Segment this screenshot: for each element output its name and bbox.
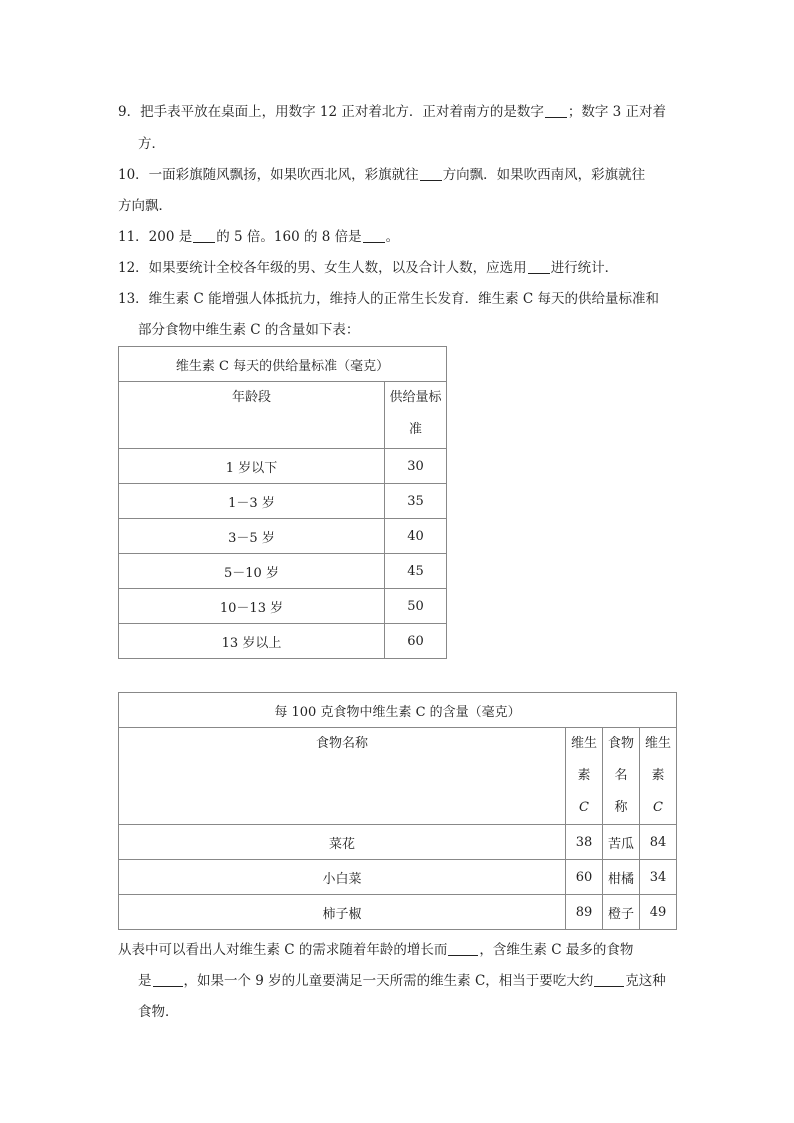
table1-value-cell: 35 (385, 484, 447, 519)
table1-age-cell: 3－5 岁 (119, 519, 385, 554)
table-row (119, 895, 677, 930)
table1-age-cell: 5－10 岁 (119, 554, 385, 589)
question-10-line-1 (118, 165, 645, 185)
q9-answer-blank-1[interactable] (545, 103, 567, 118)
q10-text-3: 方向飘． (118, 198, 172, 214)
table1-value-cell: 60 (385, 624, 447, 659)
q10-answer-blank-1[interactable] (420, 166, 442, 181)
table1-age-cell: 10－13 岁 (119, 589, 385, 624)
table1-value-cell: 45 (385, 554, 447, 589)
table1-value-cell: 30 (385, 449, 447, 484)
table2-food2-cell: 橙子 (603, 895, 640, 930)
table2-header-vc (566, 728, 603, 825)
q11-text-2: 的 5 倍。160 的 8 倍是 (216, 229, 362, 245)
conclusion-answer-blank-3[interactable] (594, 972, 624, 987)
question-13-line-2 (138, 320, 359, 340)
table1-value-cell: 50 (385, 589, 447, 624)
q12-text-1: 12．如果要统计全校各年级的男、女生人数，以及合计人数，应选用 (118, 260, 527, 276)
table2-header-vc-line3: C (579, 800, 589, 815)
q10-text-2: 方向飘．如果吹西南风，彩旗就往 (442, 167, 646, 183)
question-9-line-1 (118, 102, 666, 122)
table1-header-standard-line1: 供给量标 (389, 390, 442, 405)
conclusion-text-6: 食物． (138, 1004, 179, 1020)
table-row (119, 589, 447, 624)
conclusion-text-5: 克这种 (625, 973, 666, 989)
conclusion-answer-blank-1[interactable] (448, 941, 478, 956)
question-12 (118, 258, 618, 278)
table1-value-cell: 40 (385, 519, 447, 554)
table2-vc-cell: 38 (566, 825, 603, 860)
table2-caption: 每 100 克食物中维生素 C 的含量（毫克） (119, 693, 677, 728)
conclusion-text-4: ，如果一个 9 岁的儿童要满足一天所需的维生素 C，相当于要吃大约 (183, 973, 594, 989)
table2-food2-cell: 苦瓜 (603, 825, 640, 860)
table-row (119, 624, 447, 659)
table2-header-food2 (603, 728, 640, 825)
table2-food2-cell: 柑橘 (603, 860, 640, 895)
question-10-line-2 (118, 196, 172, 216)
table1-caption-row (119, 347, 447, 382)
table2-header-food2-line1: 食物 (607, 736, 634, 751)
conclusion-line-2 (138, 971, 666, 991)
table-row (119, 449, 447, 484)
table2-header-vc2-line2: 素 (651, 768, 665, 783)
conclusion-text-2: ，含维生素 C 最多的食物 (479, 942, 634, 958)
q11-text-3: 。 (385, 229, 400, 245)
vitamin-c-daily-standard-table (118, 346, 447, 659)
table2-caption-row (119, 693, 677, 728)
q9-text-3: 方． (138, 136, 165, 152)
table2-header-food2-line2: 名 (614, 768, 628, 783)
question-13-line-1 (118, 289, 659, 309)
q10-text-1: 10．一面彩旗随风飘扬，如果吹西北风，彩旗就往 (118, 167, 419, 183)
table2-food-cell: 柿子椒 (119, 895, 566, 930)
vitamin-c-food-content-table (118, 692, 677, 930)
q12-text-2: 进行统计． (550, 260, 619, 276)
table2-header-row (119, 728, 677, 825)
table1-caption: 维生素 C 每天的供给量标准（毫克） (119, 347, 447, 382)
table1-header-age-label: 年龄段 (231, 390, 271, 405)
table2-header-food2-line3: 称 (614, 800, 628, 815)
table2-food-cell: 小白菜 (119, 860, 566, 895)
table2-header-vc-line2: 素 (577, 768, 591, 783)
table1-header-standard (385, 382, 447, 449)
table2-header-food-label: 食物名称 (315, 736, 368, 751)
conclusion-text-3: 是 (138, 973, 152, 989)
table1-header-standard-line2: 准 (408, 422, 422, 437)
table-row (119, 484, 447, 519)
q9-text-2: ；数字 3 正对着 (567, 104, 667, 120)
table1-header-row (119, 382, 447, 449)
conclusion-answer-blank-2[interactable] (153, 972, 183, 987)
table2-vc-cell: 60 (566, 860, 603, 895)
q9-text-1: 9．把手表平放在桌面上，用数字 12 正对着北方．正对着南方的是数字 (118, 104, 544, 120)
table1-age-cell: 13 岁以上 (119, 624, 385, 659)
q13-text-1: 13．维生素 C 能增强人体抵抗力，维持人的正常生长发育．维生素 C 每天的供给量标准和 (118, 291, 660, 307)
question-9-line-2 (138, 134, 165, 154)
table-row (119, 860, 677, 895)
conclusion-line-3 (138, 1002, 179, 1022)
table1-age-cell: 1 岁以下 (119, 449, 385, 484)
table2-vc2-cell: 84 (640, 825, 677, 860)
table2-header-vc2 (640, 728, 677, 825)
conclusion-text-1: 从表中可以看出人对维生素 C 的需求随着年龄的增长而 (118, 942, 448, 958)
q13-text-2: 部分食物中维生素 C 的含量如下表： (138, 322, 360, 338)
table1-header-age (119, 382, 385, 449)
q12-answer-blank[interactable] (528, 259, 550, 274)
table2-header-food (119, 728, 566, 825)
table-row (119, 825, 677, 860)
table-row (119, 519, 447, 554)
table2-vc2-cell: 34 (640, 860, 677, 895)
question-11 (118, 227, 399, 247)
table2-vc-cell: 89 (566, 895, 603, 930)
table1-age-cell: 1－3 岁 (119, 484, 385, 519)
conclusion-line-1 (118, 940, 633, 960)
q11-text-1: 11．200 是 (118, 229, 193, 245)
q11-answer-blank-1[interactable] (193, 228, 215, 243)
table2-vc2-cell: 49 (640, 895, 677, 930)
table2-header-vc-line1: 维生 (570, 736, 597, 751)
q11-answer-blank-2[interactable] (363, 228, 385, 243)
table2-header-vc2-line3: C (653, 800, 663, 815)
table2-header-vc2-line1: 维生 (645, 736, 672, 751)
table-row (119, 554, 447, 589)
table2-food-cell: 菜花 (119, 825, 566, 860)
